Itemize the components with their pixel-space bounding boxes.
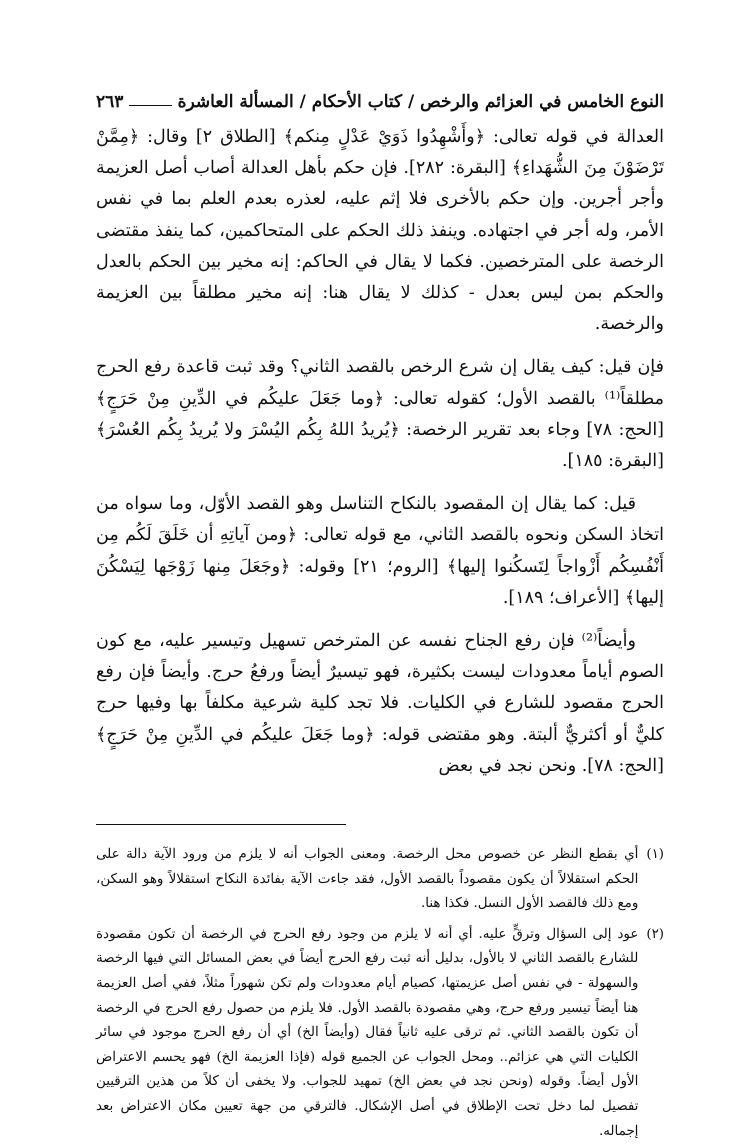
paragraph-3: قيل: كما يقال إن المقصود بالنكاح التناسل وهو القصد الأوّل، وما سواه من اتخاذ السكن ونحوه بالقصد الثاني، مع قوله تعالى: ﴿ومن آياتِهِ أن خَلَقَ لَكُم مِن أَنْفُسِكُم أَزْواجاً لِتَسكُنوا إليها﴾ [الروم؛ ٢١] وقوله: ﴿وجَعَلَ مِنها زَوْجَها لِيَسْكُنَ إليها﴾ [الأعراف؛ ١٨٩]. [96,494,664,608]
footnote-number: (٢) [646,926,664,942]
header-rule [129,105,171,106]
footnotes [96,843,664,1144]
paragraph-1: العدالة في قوله تعالى: ﴿وأَشْهِدُوا ذَوَيْ عَدْلٍ مِنكم﴾ [الطلاق ٢] وقال: ﴿مِمَّنْ تَرْضَوْنَ مِنَ الشُّهَداءِ﴾ [البقرة: ٢٨٢]. فإن حكم بأهل العدالة أصاب أصل العزيمة وأجر أجرين. وإن حكم بالأخرى فلا إثم عليه، لعذره بعدم العلم بما في نفس الأمر، وله أجر في اجتهاده. وينفذ ذلك الحكم على المتحاكمين، كما ينفذ مقتضى الرخصة على المترخصين. فكما لا يقال في الحاكم: إنه مخير بين الحكم بالعدل والحكم بمن ليس بعدل - كذلك لا يقال هنا: إنه مخير مطلقاً بين العزيمة والرخصة. [96,127,664,335]
header-title: النوع الخامس في العزائم والرخص / كتاب الأحكام / المسألة العاشرة [177,92,664,112]
footnote-1 [96,843,664,917]
page-number: ٢٦٣ [96,92,124,112]
footnote-2 [96,923,664,1144]
footnote-text: أي بقطع النظر عن خصوص محل الرخصة. ومعنى الجواب أنه لا يلزم من ورود الآية دالة على الحكم استقلالاً أن يكون مقصوداً بالقصد الأول، فقد جاءت الآية بفائدة النكاح استقلالاً وهو السكن، ومع ذلك فالقصد الأول النسل. فكذا هنا. [96,847,639,912]
running-header [96,82,664,112]
main-text [96,122,664,782]
paragraph-4: وأيضاً⁽²⁾ فإن رفع الجناح نفسه عن المترخص تسهيل وتيسير عليه، مع كون الصوم أياماً معدودات ليست بكثيرة، فهو تيسيرٌ أيضاً ورفعُ حرج. وأيضاً فإن رفع الحرج مقصود للشارع في الكليات. فلا تجد كلية شرعية مكلفاً بها وفيها حرج كليٌّ أو أكثريٌّ ألبتة. وهو مقتضى قوله: ﴿وما جَعَلَ عليكُم في الدِّينِ مِنْ حَرَجٍ﴾ [الحج: ٧٨]. ونحن نجد في بعض [96,631,664,776]
footnote-text: عود إلى السؤال وترقٍّ عليه. أي أنه لا يلزم من وجود رفع الحرج في الرخصة أن تكون مقصودة للشارع بالقصد الثاني لا بالأول، بدليل أنه ثبت رفع الحرج أيضاً في بعض المسائل التي فيها الرخصة والسهولة - في نفس أصل عزيمتها، كصيام أيام معدودات ولم تكن شهوراً مثلاً، ففي أصل العزيمة هنا أيضاً تيسير ورفع حرج، وهي مقصودة بالقصد الأول. فلا يلزم من حصول رفع الحرج في الرخصة أن تكون بالقصد الثاني. ثم ترقى عليه ثانياً فقال (وأيضاً الخ) أي أن رفع الحرج موجود في سائر الكليات التي هي عزائم.. ومحل الجواب عن الجميع قوله (فإذا العزيمة الخ) فهو يحسم الاعتراض الأول أيضاً. وقوله (ونحن نجد في بعض الخ) تمهيد للجواب. ولا يخفى أن كلاً من هذين الترقيين تفصيل لما دخل تحت الإطلاق في أصل الإشكال. فالترقي من جهة تعيين مكان الاعتراض بعد إجماله. [96,926,639,1139]
paragraph-2: فإن قيل: كيف يقال إن شرع الرخص بالقصد الثاني؟ وقد ثبت قاعدة رفع الحرج مطلقاً⁽¹⁾ بالقصد الأول؛ كقوله تعالى: ﴿وما جَعَلَ عليكُم في الدِّينِ مِنْ حَرَجٍ﴾ [الحج: ٧٨] وجاء بعد تقرير الرخصة: ﴿يُريدُ اللهُ بِكُم اليُسْرَ ولا يُريدُ بِكُم العُسْرَ﴾ [البقرة: ١٨٥]. [96,357,665,472]
footnote-separator [96,824,346,825]
footnote-number: (١) [646,847,664,863]
